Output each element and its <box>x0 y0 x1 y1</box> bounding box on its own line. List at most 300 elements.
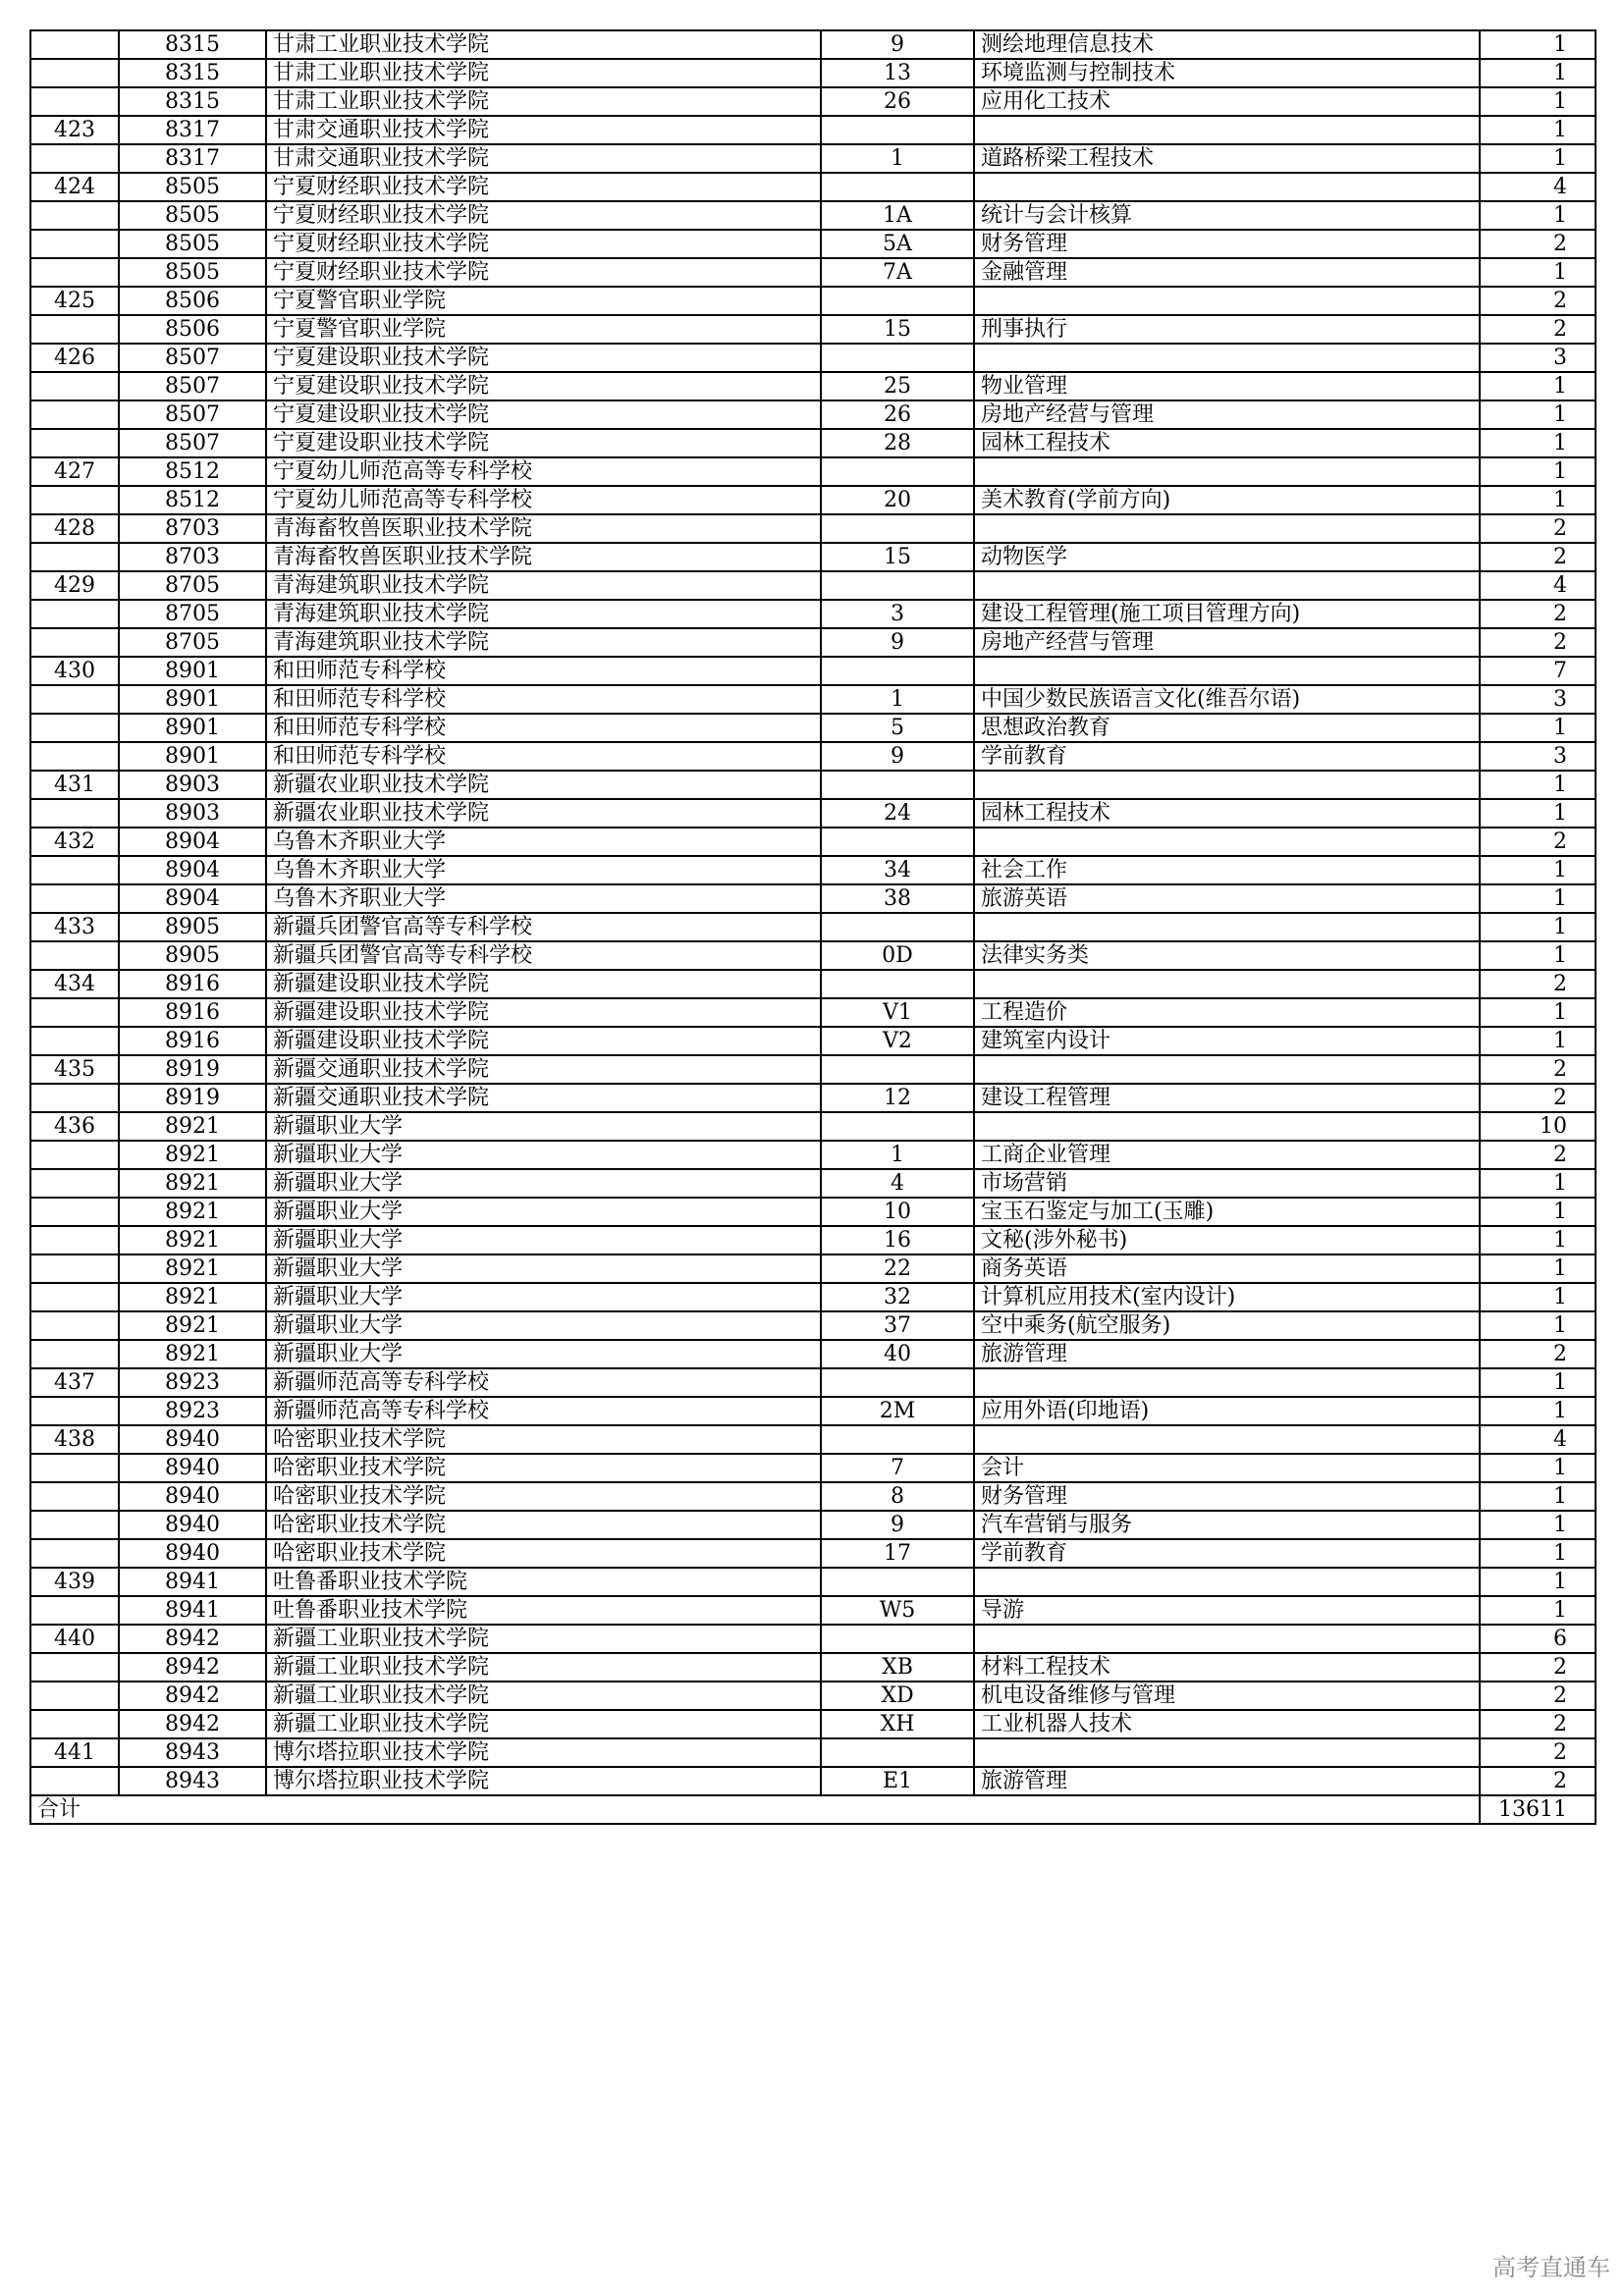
table-row <box>30 628 1596 657</box>
seq-cell: 424 <box>30 173 119 201</box>
school-code-cell: 8921 <box>119 1226 266 1255</box>
major-name-cell: 空中乘务(航空服务) <box>974 1311 1480 1340</box>
seq-cell <box>30 1226 119 1255</box>
school-name-cell: 博尔塔拉职业技术学院 <box>266 1738 821 1767</box>
seq-cell <box>30 1255 119 1283</box>
school-code-cell: 8703 <box>119 514 266 543</box>
major-code-cell: 15 <box>821 315 974 344</box>
table-body <box>30 30 1596 1795</box>
seq-cell <box>30 30 119 59</box>
table-row <box>30 30 1596 59</box>
quota-cell: 1 <box>1480 1198 1596 1226</box>
major-code-cell <box>821 1055 974 1084</box>
table-row <box>30 1084 1596 1112</box>
major-code-cell: 26 <box>821 400 974 429</box>
table-row <box>30 173 1596 201</box>
quota-cell: 2 <box>1480 287 1596 315</box>
quota-cell: 2 <box>1480 514 1596 543</box>
major-code-cell: XH <box>821 1710 974 1738</box>
school-name-cell: 宁夏建设职业技术学院 <box>266 429 821 457</box>
school-name-cell: 宁夏幼儿师范高等专科学校 <box>266 486 821 514</box>
quota-cell: 1 <box>1480 1169 1596 1198</box>
seq-cell <box>30 1710 119 1738</box>
quota-cell: 1 <box>1480 771 1596 799</box>
table-row <box>30 970 1596 998</box>
major-name-cell: 旅游管理 <box>974 1767 1480 1795</box>
seq-cell: 438 <box>30 1425 119 1454</box>
major-name-cell: 思想政治教育 <box>974 714 1480 742</box>
seq-cell <box>30 742 119 771</box>
school-name-cell: 新疆职业大学 <box>266 1283 821 1311</box>
major-name-cell <box>974 1425 1480 1454</box>
quota-cell: 1 <box>1480 1482 1596 1511</box>
table-row <box>30 1198 1596 1226</box>
quota-cell: 1 <box>1480 116 1596 144</box>
seq-cell <box>30 1141 119 1169</box>
table-row <box>30 1454 1596 1482</box>
quota-cell: 1 <box>1480 201 1596 230</box>
seq-cell <box>30 201 119 230</box>
school-name-cell: 哈密职业技术学院 <box>266 1482 821 1511</box>
school-code-cell: 8705 <box>119 600 266 628</box>
quota-cell: 4 <box>1480 571 1596 600</box>
quota-cell: 7 <box>1480 657 1596 685</box>
school-code-cell: 8942 <box>119 1710 266 1738</box>
major-code-cell <box>821 913 974 941</box>
major-name-cell: 旅游英语 <box>974 884 1480 913</box>
seq-cell: 429 <box>30 571 119 600</box>
seq-cell <box>30 1169 119 1198</box>
school-code-cell: 8942 <box>119 1653 266 1682</box>
school-code-cell: 8904 <box>119 856 266 884</box>
school-name-cell: 乌鲁木齐职业大学 <box>266 828 821 856</box>
school-name-cell: 宁夏建设职业技术学院 <box>266 400 821 429</box>
seq-cell <box>30 1653 119 1682</box>
seq-cell <box>30 315 119 344</box>
quota-cell: 2 <box>1480 1682 1596 1710</box>
seq-cell <box>30 1511 119 1539</box>
major-code-cell <box>821 173 974 201</box>
seq-cell <box>30 372 119 400</box>
quota-cell: 1 <box>1480 998 1596 1027</box>
table-row <box>30 1397 1596 1425</box>
major-name-cell: 工业机器人技术 <box>974 1710 1480 1738</box>
major-code-cell: 9 <box>821 628 974 657</box>
school-name-cell: 新疆师范高等专科学校 <box>266 1368 821 1397</box>
seq-cell <box>30 400 119 429</box>
major-name-cell: 建筑室内设计 <box>974 1027 1480 1055</box>
table-row <box>30 87 1596 116</box>
quota-cell: 1 <box>1480 59 1596 87</box>
major-code-cell: XD <box>821 1682 974 1710</box>
table-row <box>30 1653 1596 1682</box>
major-code-cell <box>821 1625 974 1653</box>
school-code-cell: 8940 <box>119 1539 266 1568</box>
school-code-cell: 8921 <box>119 1141 266 1169</box>
school-name-cell: 哈密职业技术学院 <box>266 1539 821 1568</box>
school-name-cell: 新疆兵团警官高等专科学校 <box>266 941 821 970</box>
school-name-cell: 和田师范专科学校 <box>266 714 821 742</box>
major-name-cell: 统计与会计核算 <box>974 201 1480 230</box>
table-row <box>30 657 1596 685</box>
major-name-cell: 文秘(涉外秘书) <box>974 1226 1480 1255</box>
school-code-cell: 8507 <box>119 372 266 400</box>
school-code-cell: 8905 <box>119 941 266 970</box>
seq-cell <box>30 1767 119 1795</box>
quota-cell: 2 <box>1480 230 1596 258</box>
major-code-cell <box>821 970 974 998</box>
seq-cell: 427 <box>30 457 119 486</box>
table-row <box>30 1425 1596 1454</box>
major-name-cell <box>974 116 1480 144</box>
table-row <box>30 1283 1596 1311</box>
major-code-cell <box>821 1425 974 1454</box>
quota-cell: 1 <box>1480 714 1596 742</box>
school-code-cell: 8317 <box>119 144 266 173</box>
major-code-cell: 34 <box>821 856 974 884</box>
major-name-cell <box>974 1055 1480 1084</box>
school-name-cell: 吐鲁番职业技术学院 <box>266 1568 821 1596</box>
quota-cell: 2 <box>1480 828 1596 856</box>
major-code-cell <box>821 287 974 315</box>
major-code-cell: 38 <box>821 884 974 913</box>
school-code-cell: 8904 <box>119 828 266 856</box>
seq-cell <box>30 1682 119 1710</box>
major-code-cell <box>821 116 974 144</box>
seq-cell: 423 <box>30 116 119 144</box>
major-name-cell: 导游 <box>974 1596 1480 1625</box>
major-name-cell: 道路桥梁工程技术 <box>974 144 1480 173</box>
major-code-cell: W5 <box>821 1596 974 1625</box>
seq-cell <box>30 1084 119 1112</box>
school-name-cell: 青海建筑职业技术学院 <box>266 628 821 657</box>
major-code-cell: 37 <box>821 1311 974 1340</box>
major-name-cell: 宝玉石鉴定与加工(玉雕) <box>974 1198 1480 1226</box>
seq-cell <box>30 1198 119 1226</box>
school-code-cell: 8921 <box>119 1255 266 1283</box>
quota-cell: 1 <box>1480 87 1596 116</box>
quota-cell: 3 <box>1480 344 1596 372</box>
school-name-cell: 宁夏建设职业技术学院 <box>266 372 821 400</box>
seq-cell <box>30 884 119 913</box>
major-code-cell: 15 <box>821 543 974 571</box>
table-row <box>30 1226 1596 1255</box>
quota-cell: 4 <box>1480 1425 1596 1454</box>
table-row <box>30 1340 1596 1368</box>
quota-cell: 1 <box>1480 30 1596 59</box>
school-code-cell: 8923 <box>119 1368 266 1397</box>
table-row <box>30 1482 1596 1511</box>
major-name-cell: 动物医学 <box>974 543 1480 571</box>
seq-cell <box>30 998 119 1027</box>
major-name-cell: 工程造价 <box>974 998 1480 1027</box>
major-code-cell: XB <box>821 1653 974 1682</box>
major-name-cell <box>974 344 1480 372</box>
major-code-cell: 1 <box>821 144 974 173</box>
table-row <box>30 1511 1596 1539</box>
major-code-cell <box>821 514 974 543</box>
school-code-cell: 8901 <box>119 742 266 771</box>
school-name-cell: 吐鲁番职业技术学院 <box>266 1596 821 1625</box>
table-row <box>30 59 1596 87</box>
major-name-cell: 学前教育 <box>974 742 1480 771</box>
major-code-cell: 5A <box>821 230 974 258</box>
quota-cell: 1 <box>1480 1397 1596 1425</box>
table-row <box>30 1767 1596 1795</box>
quota-cell: 2 <box>1480 1340 1596 1368</box>
quota-cell: 2 <box>1480 628 1596 657</box>
major-name-cell: 财务管理 <box>974 1482 1480 1511</box>
school-code-cell: 8940 <box>119 1454 266 1482</box>
quota-cell: 1 <box>1480 400 1596 429</box>
seq-cell <box>30 486 119 514</box>
school-name-cell: 青海畜牧兽医职业技术学院 <box>266 514 821 543</box>
seq-cell: 435 <box>30 1055 119 1084</box>
major-code-cell: E1 <box>821 1767 974 1795</box>
quota-cell: 2 <box>1480 600 1596 628</box>
major-name-cell: 旅游管理 <box>974 1340 1480 1368</box>
quota-cell: 1 <box>1480 1283 1596 1311</box>
school-code-cell: 8903 <box>119 799 266 828</box>
major-name-cell: 美术教育(学前方向) <box>974 486 1480 514</box>
major-code-cell: 4 <box>821 1169 974 1198</box>
seq-cell: 437 <box>30 1368 119 1397</box>
major-code-cell: 13 <box>821 59 974 87</box>
seq-cell <box>30 941 119 970</box>
school-code-cell: 8916 <box>119 970 266 998</box>
major-code-cell <box>821 571 974 600</box>
table-row <box>30 828 1596 856</box>
school-code-cell: 8705 <box>119 628 266 657</box>
table-row <box>30 1568 1596 1596</box>
table-row <box>30 1112 1596 1141</box>
school-code-cell: 8940 <box>119 1425 266 1454</box>
school-name-cell: 新疆工业职业技术学院 <box>266 1653 821 1682</box>
table-row <box>30 429 1596 457</box>
quota-cell: 1 <box>1480 1226 1596 1255</box>
table-row <box>30 856 1596 884</box>
table-row <box>30 116 1596 144</box>
school-code-cell: 8512 <box>119 457 266 486</box>
quota-cell: 1 <box>1480 372 1596 400</box>
seq-cell <box>30 1340 119 1368</box>
quota-cell: 1 <box>1480 1596 1596 1625</box>
major-code-cell: 7 <box>821 1454 974 1482</box>
school-name-cell: 新疆职业大学 <box>266 1198 821 1226</box>
quota-cell: 1 <box>1480 1027 1596 1055</box>
school-name-cell: 哈密职业技术学院 <box>266 1454 821 1482</box>
major-code-cell: 5 <box>821 714 974 742</box>
major-code-cell <box>821 1112 974 1141</box>
table-row <box>30 685 1596 714</box>
table-row <box>30 742 1596 771</box>
school-name-cell: 新疆交通职业技术学院 <box>266 1055 821 1084</box>
school-code-cell: 8943 <box>119 1738 266 1767</box>
quota-cell: 2 <box>1480 1055 1596 1084</box>
quota-cell: 3 <box>1480 685 1596 714</box>
quota-cell: 10 <box>1480 1112 1596 1141</box>
quota-cell: 1 <box>1480 1511 1596 1539</box>
major-name-cell <box>974 1625 1480 1653</box>
quota-cell: 1 <box>1480 1311 1596 1340</box>
school-code-cell: 8940 <box>119 1482 266 1511</box>
seq-cell: 425 <box>30 287 119 315</box>
school-code-cell: 8507 <box>119 429 266 457</box>
school-name-cell: 新疆职业大学 <box>266 1340 821 1368</box>
school-name-cell: 新疆建设职业技术学院 <box>266 998 821 1027</box>
major-code-cell <box>821 1568 974 1596</box>
major-code-cell: 0D <box>821 941 974 970</box>
table-row <box>30 714 1596 742</box>
seq-cell <box>30 1027 119 1055</box>
school-code-cell: 8315 <box>119 87 266 116</box>
seq-cell <box>30 1283 119 1311</box>
major-code-cell: 24 <box>821 799 974 828</box>
major-code-cell: 1 <box>821 685 974 714</box>
table-row <box>30 287 1596 315</box>
school-code-cell: 8705 <box>119 571 266 600</box>
school-name-cell: 新疆工业职业技术学院 <box>266 1682 821 1710</box>
school-code-cell: 8916 <box>119 998 266 1027</box>
major-code-cell <box>821 344 974 372</box>
school-name-cell: 宁夏警官职业学院 <box>266 287 821 315</box>
major-code-cell: 20 <box>821 486 974 514</box>
seq-cell: 430 <box>30 657 119 685</box>
seq-cell: 441 <box>30 1738 119 1767</box>
major-name-cell <box>974 913 1480 941</box>
major-code-cell: 9 <box>821 30 974 59</box>
seq-cell <box>30 685 119 714</box>
major-name-cell: 应用外语(印地语) <box>974 1397 1480 1425</box>
school-code-cell: 8506 <box>119 287 266 315</box>
school-name-cell: 青海建筑职业技术学院 <box>266 600 821 628</box>
school-name-cell: 新疆职业大学 <box>266 1226 821 1255</box>
major-name-cell: 材料工程技术 <box>974 1653 1480 1682</box>
quota-cell: 2 <box>1480 543 1596 571</box>
school-code-cell: 8905 <box>119 913 266 941</box>
quota-cell: 1 <box>1480 258 1596 287</box>
seq-cell: 432 <box>30 828 119 856</box>
table-row <box>30 372 1596 400</box>
table-row <box>30 1027 1596 1055</box>
school-code-cell: 8943 <box>119 1767 266 1795</box>
seq-cell <box>30 258 119 287</box>
major-code-cell: 26 <box>821 87 974 116</box>
table-row <box>30 799 1596 828</box>
table-row <box>30 1311 1596 1340</box>
school-name-cell: 新疆工业职业技术学院 <box>266 1710 821 1738</box>
school-name-cell: 新疆职业大学 <box>266 1311 821 1340</box>
quota-cell: 3 <box>1480 742 1596 771</box>
school-code-cell: 8921 <box>119 1198 266 1226</box>
seq-cell: 433 <box>30 913 119 941</box>
seq-cell <box>30 1596 119 1625</box>
school-code-cell: 8919 <box>119 1084 266 1112</box>
school-name-cell: 乌鲁木齐职业大学 <box>266 884 821 913</box>
table-row <box>30 1625 1596 1653</box>
table-row <box>30 543 1596 571</box>
major-name-cell: 物业管理 <box>974 372 1480 400</box>
major-name-cell: 财务管理 <box>974 230 1480 258</box>
table-row <box>30 344 1596 372</box>
major-name-cell: 学前教育 <box>974 1539 1480 1568</box>
school-code-cell: 8941 <box>119 1596 266 1625</box>
school-name-cell: 甘肃交通职业技术学院 <box>266 116 821 144</box>
table-row <box>30 941 1596 970</box>
seq-cell <box>30 144 119 173</box>
major-code-cell <box>821 657 974 685</box>
school-name-cell: 宁夏建设职业技术学院 <box>266 344 821 372</box>
table-row <box>30 771 1596 799</box>
seq-cell <box>30 230 119 258</box>
major-name-cell: 刑事执行 <box>974 315 1480 344</box>
school-name-cell: 博尔塔拉职业技术学院 <box>266 1767 821 1795</box>
major-code-cell: 28 <box>821 429 974 457</box>
seq-cell: 436 <box>30 1112 119 1141</box>
major-name-cell: 机电设备维修与管理 <box>974 1682 1480 1710</box>
table-row <box>30 486 1596 514</box>
quota-cell: 2 <box>1480 970 1596 998</box>
table-row <box>30 201 1596 230</box>
major-name-cell: 社会工作 <box>974 856 1480 884</box>
quota-cell: 2 <box>1480 1710 1596 1738</box>
major-code-cell: 2M <box>821 1397 974 1425</box>
school-name-cell: 新疆职业大学 <box>266 1112 821 1141</box>
major-code-cell: 10 <box>821 1198 974 1226</box>
quota-cell: 2 <box>1480 1141 1596 1169</box>
major-name-cell: 应用化工技术 <box>974 87 1480 116</box>
table-row <box>30 1368 1596 1397</box>
school-code-cell: 8901 <box>119 714 266 742</box>
quota-cell: 6 <box>1480 1625 1596 1653</box>
total-value: 13611 <box>1480 1795 1596 1824</box>
admissions-table <box>29 29 1597 1825</box>
major-name-cell <box>974 657 1480 685</box>
seq-cell <box>30 628 119 657</box>
quota-cell: 1 <box>1480 1368 1596 1397</box>
major-name-cell: 市场营销 <box>974 1169 1480 1198</box>
table-row <box>30 1682 1596 1710</box>
major-name-cell: 中国少数民族语言文化(维吾尔语) <box>974 685 1480 714</box>
school-name-cell: 新疆建设职业技术学院 <box>266 1027 821 1055</box>
school-code-cell: 8921 <box>119 1169 266 1198</box>
school-code-cell: 8942 <box>119 1625 266 1653</box>
major-code-cell: 40 <box>821 1340 974 1368</box>
major-name-cell: 园林工程技术 <box>974 429 1480 457</box>
school-code-cell: 8904 <box>119 884 266 913</box>
table-row <box>30 1710 1596 1738</box>
table-row <box>30 884 1596 913</box>
school-name-cell: 甘肃工业职业技术学院 <box>266 30 821 59</box>
school-name-cell: 青海建筑职业技术学院 <box>266 571 821 600</box>
major-name-cell: 金融管理 <box>974 258 1480 287</box>
major-code-cell: 9 <box>821 742 974 771</box>
quota-cell: 2 <box>1480 1653 1596 1682</box>
table-row <box>30 1169 1596 1198</box>
school-code-cell: 8703 <box>119 543 266 571</box>
school-name-cell: 哈密职业技术学院 <box>266 1511 821 1539</box>
school-code-cell: 8940 <box>119 1511 266 1539</box>
seq-cell: 434 <box>30 970 119 998</box>
major-name-cell <box>974 1368 1480 1397</box>
school-code-cell: 8921 <box>119 1340 266 1368</box>
school-name-cell: 和田师范专科学校 <box>266 742 821 771</box>
school-name-cell: 新疆工业职业技术学院 <box>266 1625 821 1653</box>
major-name-cell: 房地产经营与管理 <box>974 400 1480 429</box>
school-name-cell: 新疆职业大学 <box>266 1141 821 1169</box>
table-row <box>30 230 1596 258</box>
major-name-cell: 测绘地理信息技术 <box>974 30 1480 59</box>
